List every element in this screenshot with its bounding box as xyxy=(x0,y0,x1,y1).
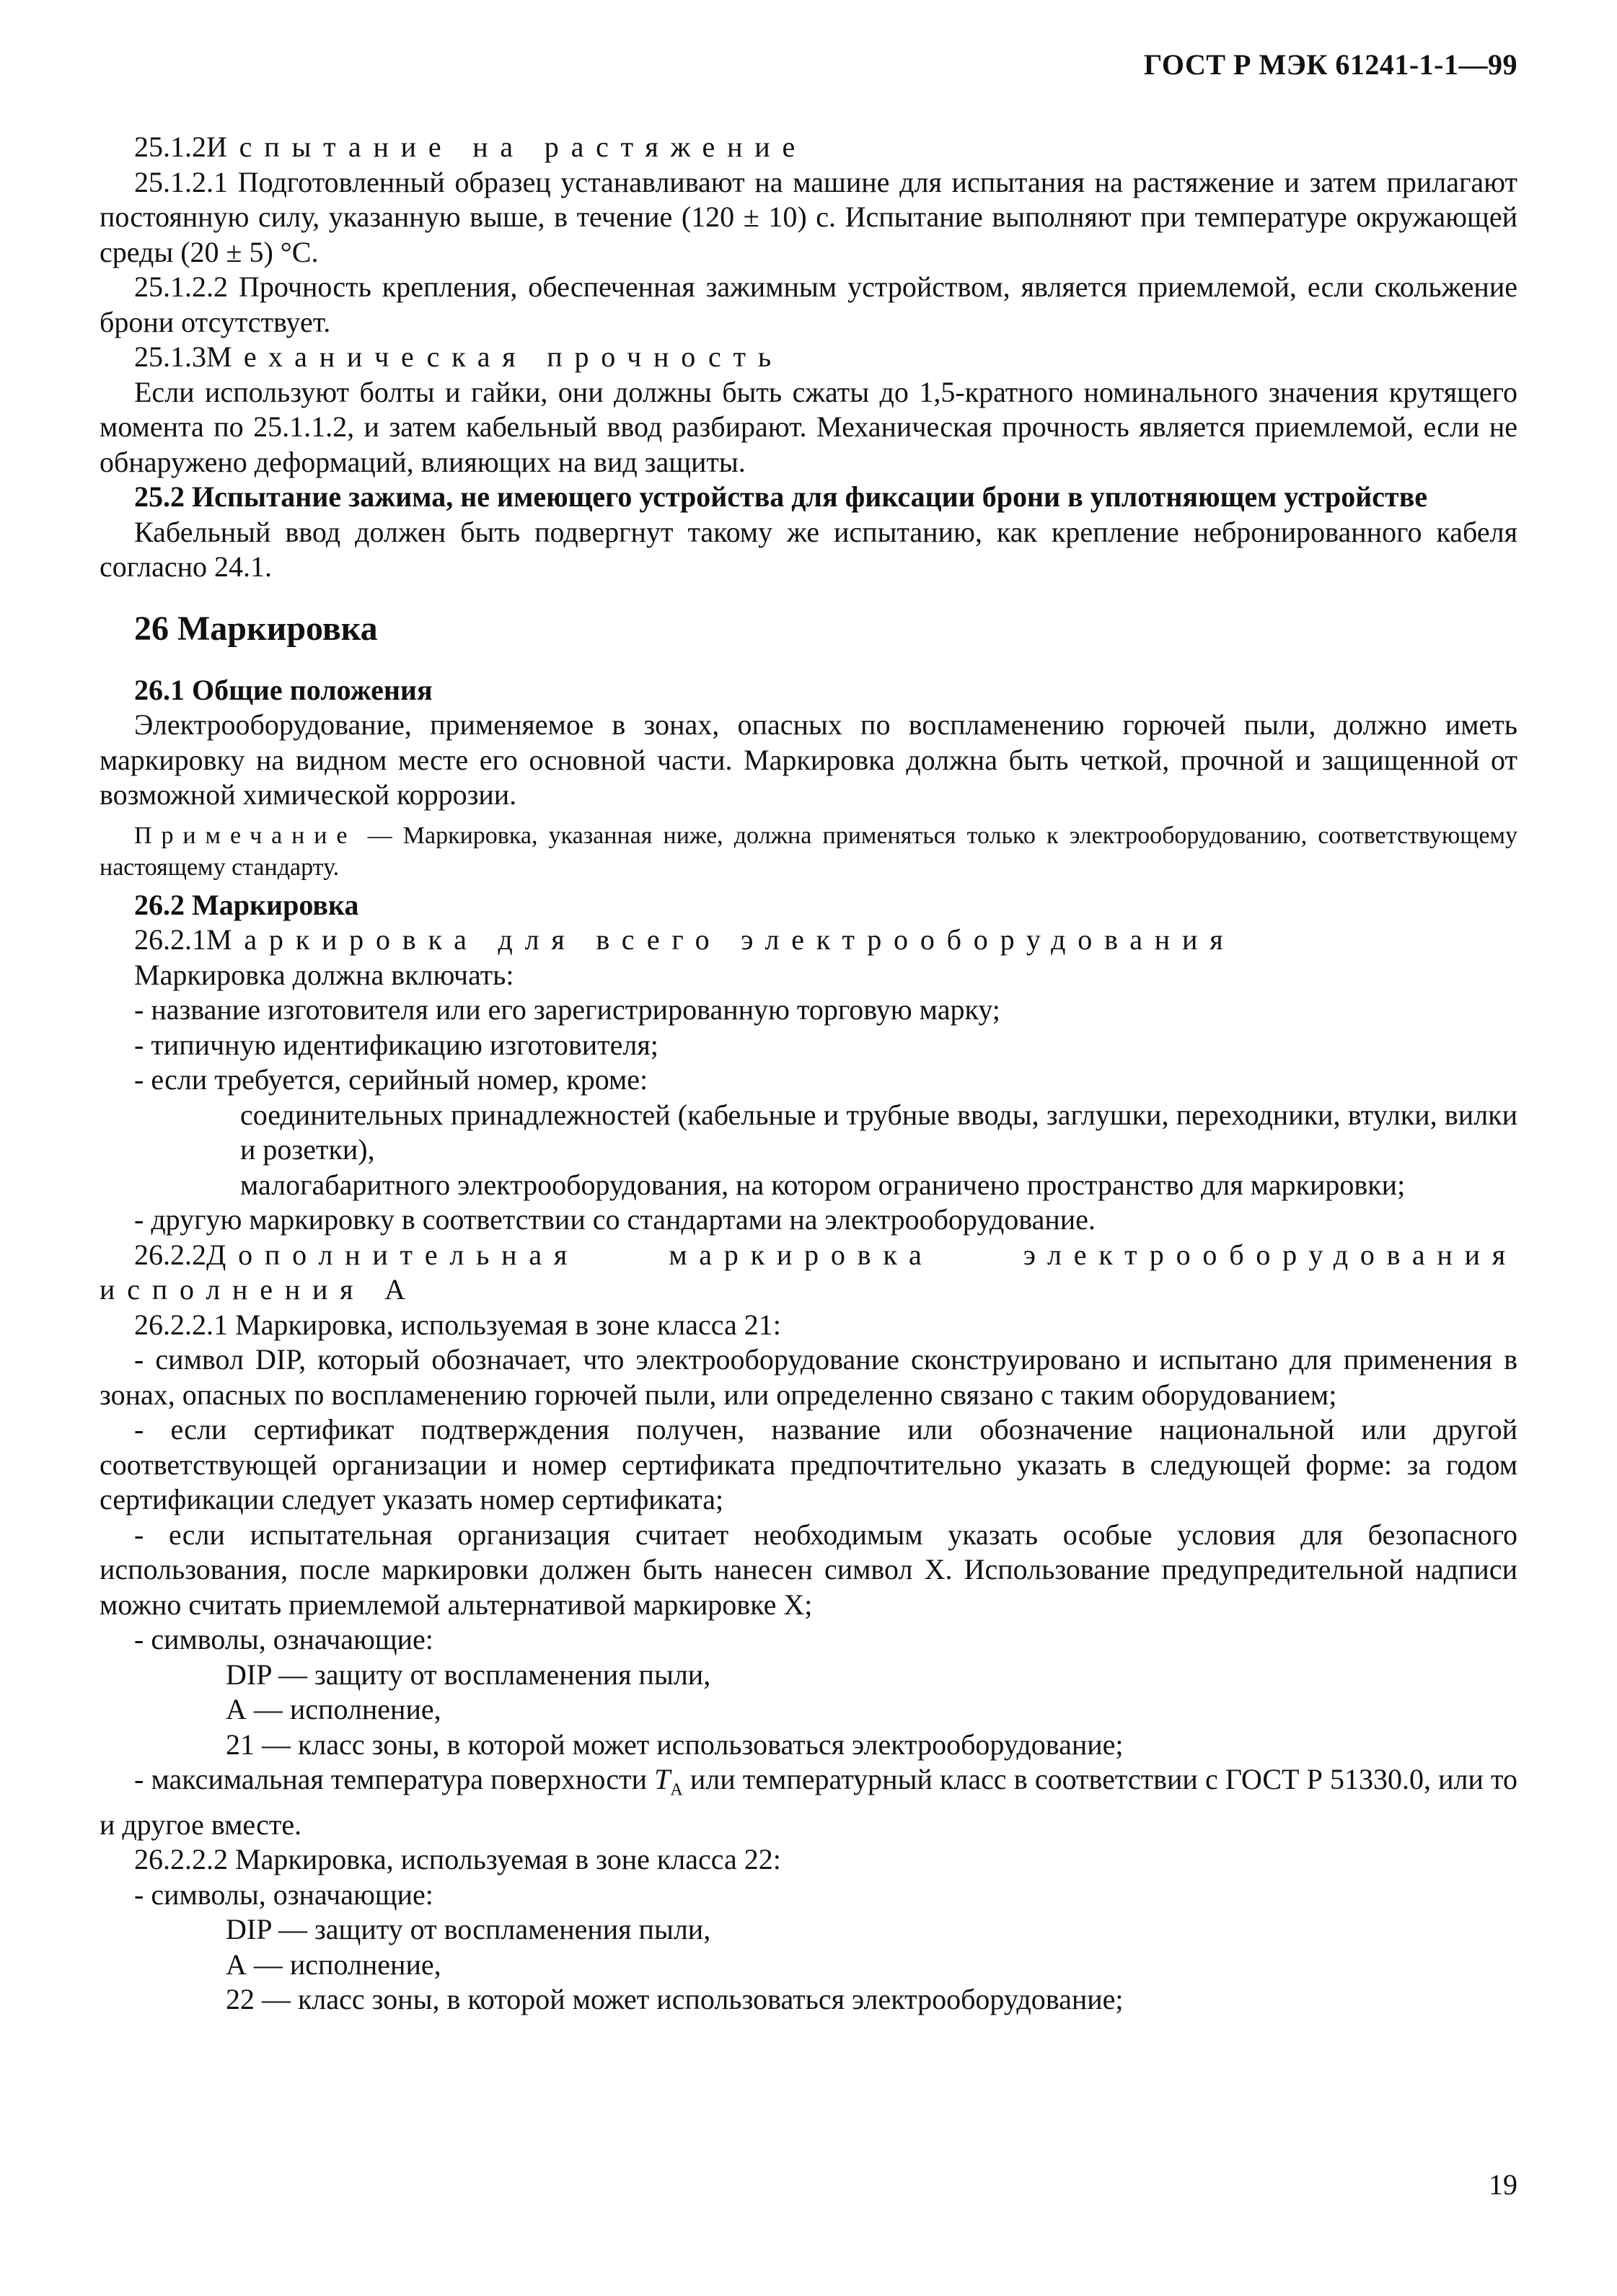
list-item: - символы, означающие: xyxy=(134,1623,433,1655)
section-number: 26.2.1 xyxy=(134,923,206,956)
text-fragment: или температурный класс в соответствии с ГОСТ Р 51330.0, или то и другое вместе. xyxy=(100,1763,1517,1841)
symbol-item: DIP — защиту от воспламенения пыли, xyxy=(226,1658,711,1691)
page-number: 19 xyxy=(1489,2168,1517,2201)
paragraph: 26.2.2.2 Маркировка, используемая в зоне класса 22: xyxy=(134,1843,781,1876)
section-title: Маркировка для всего электрооборудования xyxy=(206,923,1235,956)
list-item: - символ DIP, который обозначает, что электрооборудование сконструировано и испытано для применения в зонах, опасных по воспламенению горючей пыли, или определенно связано с таким оборудованием; xyxy=(100,1343,1517,1411)
list-item: - символы, означающие: xyxy=(134,1878,433,1911)
symbol-item: А — исполнение, xyxy=(226,1948,441,1981)
paragraph: Маркировка должна включать: xyxy=(134,958,514,991)
heading-26-1: 26.1 Общие положения xyxy=(134,673,433,706)
section-number: 26.2.2 xyxy=(134,1238,206,1271)
document-body xyxy=(100,130,1517,2018)
heading-26-2: 26.2 Маркировка xyxy=(134,888,359,921)
document-code: ГОСТ Р МЭК 61241-1-1—99 xyxy=(1143,48,1517,81)
note-text: — Маркировка, указанная ниже, должна применяться только к электрооборудованию, соответствующему настоящему стандарту. xyxy=(100,822,1518,881)
section-number: 25.1.3 xyxy=(134,340,206,373)
list-item: - название изготовителя или его зарегистрированную торговую марку; xyxy=(134,993,1000,1026)
symbol-item: А — исполнение, xyxy=(226,1693,441,1725)
paragraph: 25.1.2.1 Подготовленный образец устанавливают на машине для испытания на растяжение и затем прилагают постоянную силу, указанную выше, в течение (120 ± 10) с. Испытание выполняют при температуре окружающей среды (20 ± 5) °С. xyxy=(100,165,1517,268)
symbol-item: 21 — класс зоны, в которой может использоваться электрооборудование; xyxy=(226,1728,1124,1761)
temperature-subscript: A xyxy=(670,1780,683,1800)
list-item xyxy=(100,1762,1517,1842)
symbol-item: DIP — защиту от воспламенения пыли, xyxy=(226,1913,711,1946)
paragraph: Кабельный ввод должен быть подвергнут такому же испытанию, как крепление небронированного кабеля согласно 24.1. xyxy=(100,515,1517,583)
list-item: - другую маркировку в соответствии со стандартами на электрооборудование. xyxy=(134,1203,1096,1236)
heading-26: 26 Маркировка xyxy=(134,609,378,648)
sub-list-item: соединительных принадлежностей (кабельные и трубные вводы, заглушки, переходники, втулки, вилки и розетки), xyxy=(240,1098,1517,1166)
paragraph: 26.2.2.1 Маркировка, используемая в зоне класса 21: xyxy=(134,1308,781,1341)
section-number: 25.1.2 xyxy=(134,131,206,163)
heading-25-1-2 xyxy=(100,130,1517,165)
sub-list-item: малогабаритного электрооборудования, на котором ограничено пространство для маркировки; xyxy=(240,1168,1406,1201)
text-fragment: - максимальная температура поверхности xyxy=(134,1763,648,1795)
section-title: Дополнительная маркировка электрооборудования исполнения А xyxy=(100,1238,1517,1306)
note xyxy=(100,820,1517,884)
paragraph: Если используют болты и гайки, они должны быть сжаты до 1,5-кратного номинального значения крутящего момента по 25.1.1.2, и затем кабельный ввод разбирают. Механическая прочность является приемлемой, если не обнаружено деформаций, влияющих на вид защиты. xyxy=(100,375,1517,478)
paragraph: 25.1.2.2 Прочность крепления, обеспеченная зажимным устройством, является приемлемой, если скольжение брони отсутствует. xyxy=(100,270,1517,338)
list-item: - если требуется, серийный номер, кроме: xyxy=(134,1063,648,1096)
symbol-item: 22 — класс зоны, в которой может использоваться электрооборудование; xyxy=(226,1983,1124,2016)
heading-25-1-3 xyxy=(100,340,1517,375)
list-item: - типичную идентификацию изготовителя; xyxy=(134,1028,658,1061)
note-label: Примечание xyxy=(134,822,357,849)
heading-25-2: 25.2 Испытание зажима, не имеющего устройства для фиксации брони в уплотняющем устройстве xyxy=(134,480,1428,513)
temperature-symbol: T xyxy=(654,1763,671,1795)
paragraph: Электрооборудование, применяемое в зонах, опасных по воспламенению горючей пыли, должно иметь маркировку на видном месте его основной части. Маркировка должна быть четкой, прочной и защищенной от возможной химической коррозии. xyxy=(100,708,1517,811)
list-item: - если испытательная организация считает необходимым указать особые условия для безопасного использования, после маркировки должен быть нанесен символ X. Использование предупредительной надписи можно считать приемлемой альтернативой маркировке X; xyxy=(100,1518,1517,1621)
list-item: - если сертификат подтверждения получен, название или обозначение национальной или другой соответствующей организации и номер сертификата предпочтительно указать в следующей форме: за годом сертификации следует указать номер сертификата; xyxy=(100,1413,1517,1516)
section-title: Испытание на растяжение xyxy=(206,131,808,163)
heading-26-2-1 xyxy=(100,923,1517,958)
heading-26-2-2 xyxy=(100,1238,1517,1308)
section-title: Механическая прочность xyxy=(206,340,783,373)
